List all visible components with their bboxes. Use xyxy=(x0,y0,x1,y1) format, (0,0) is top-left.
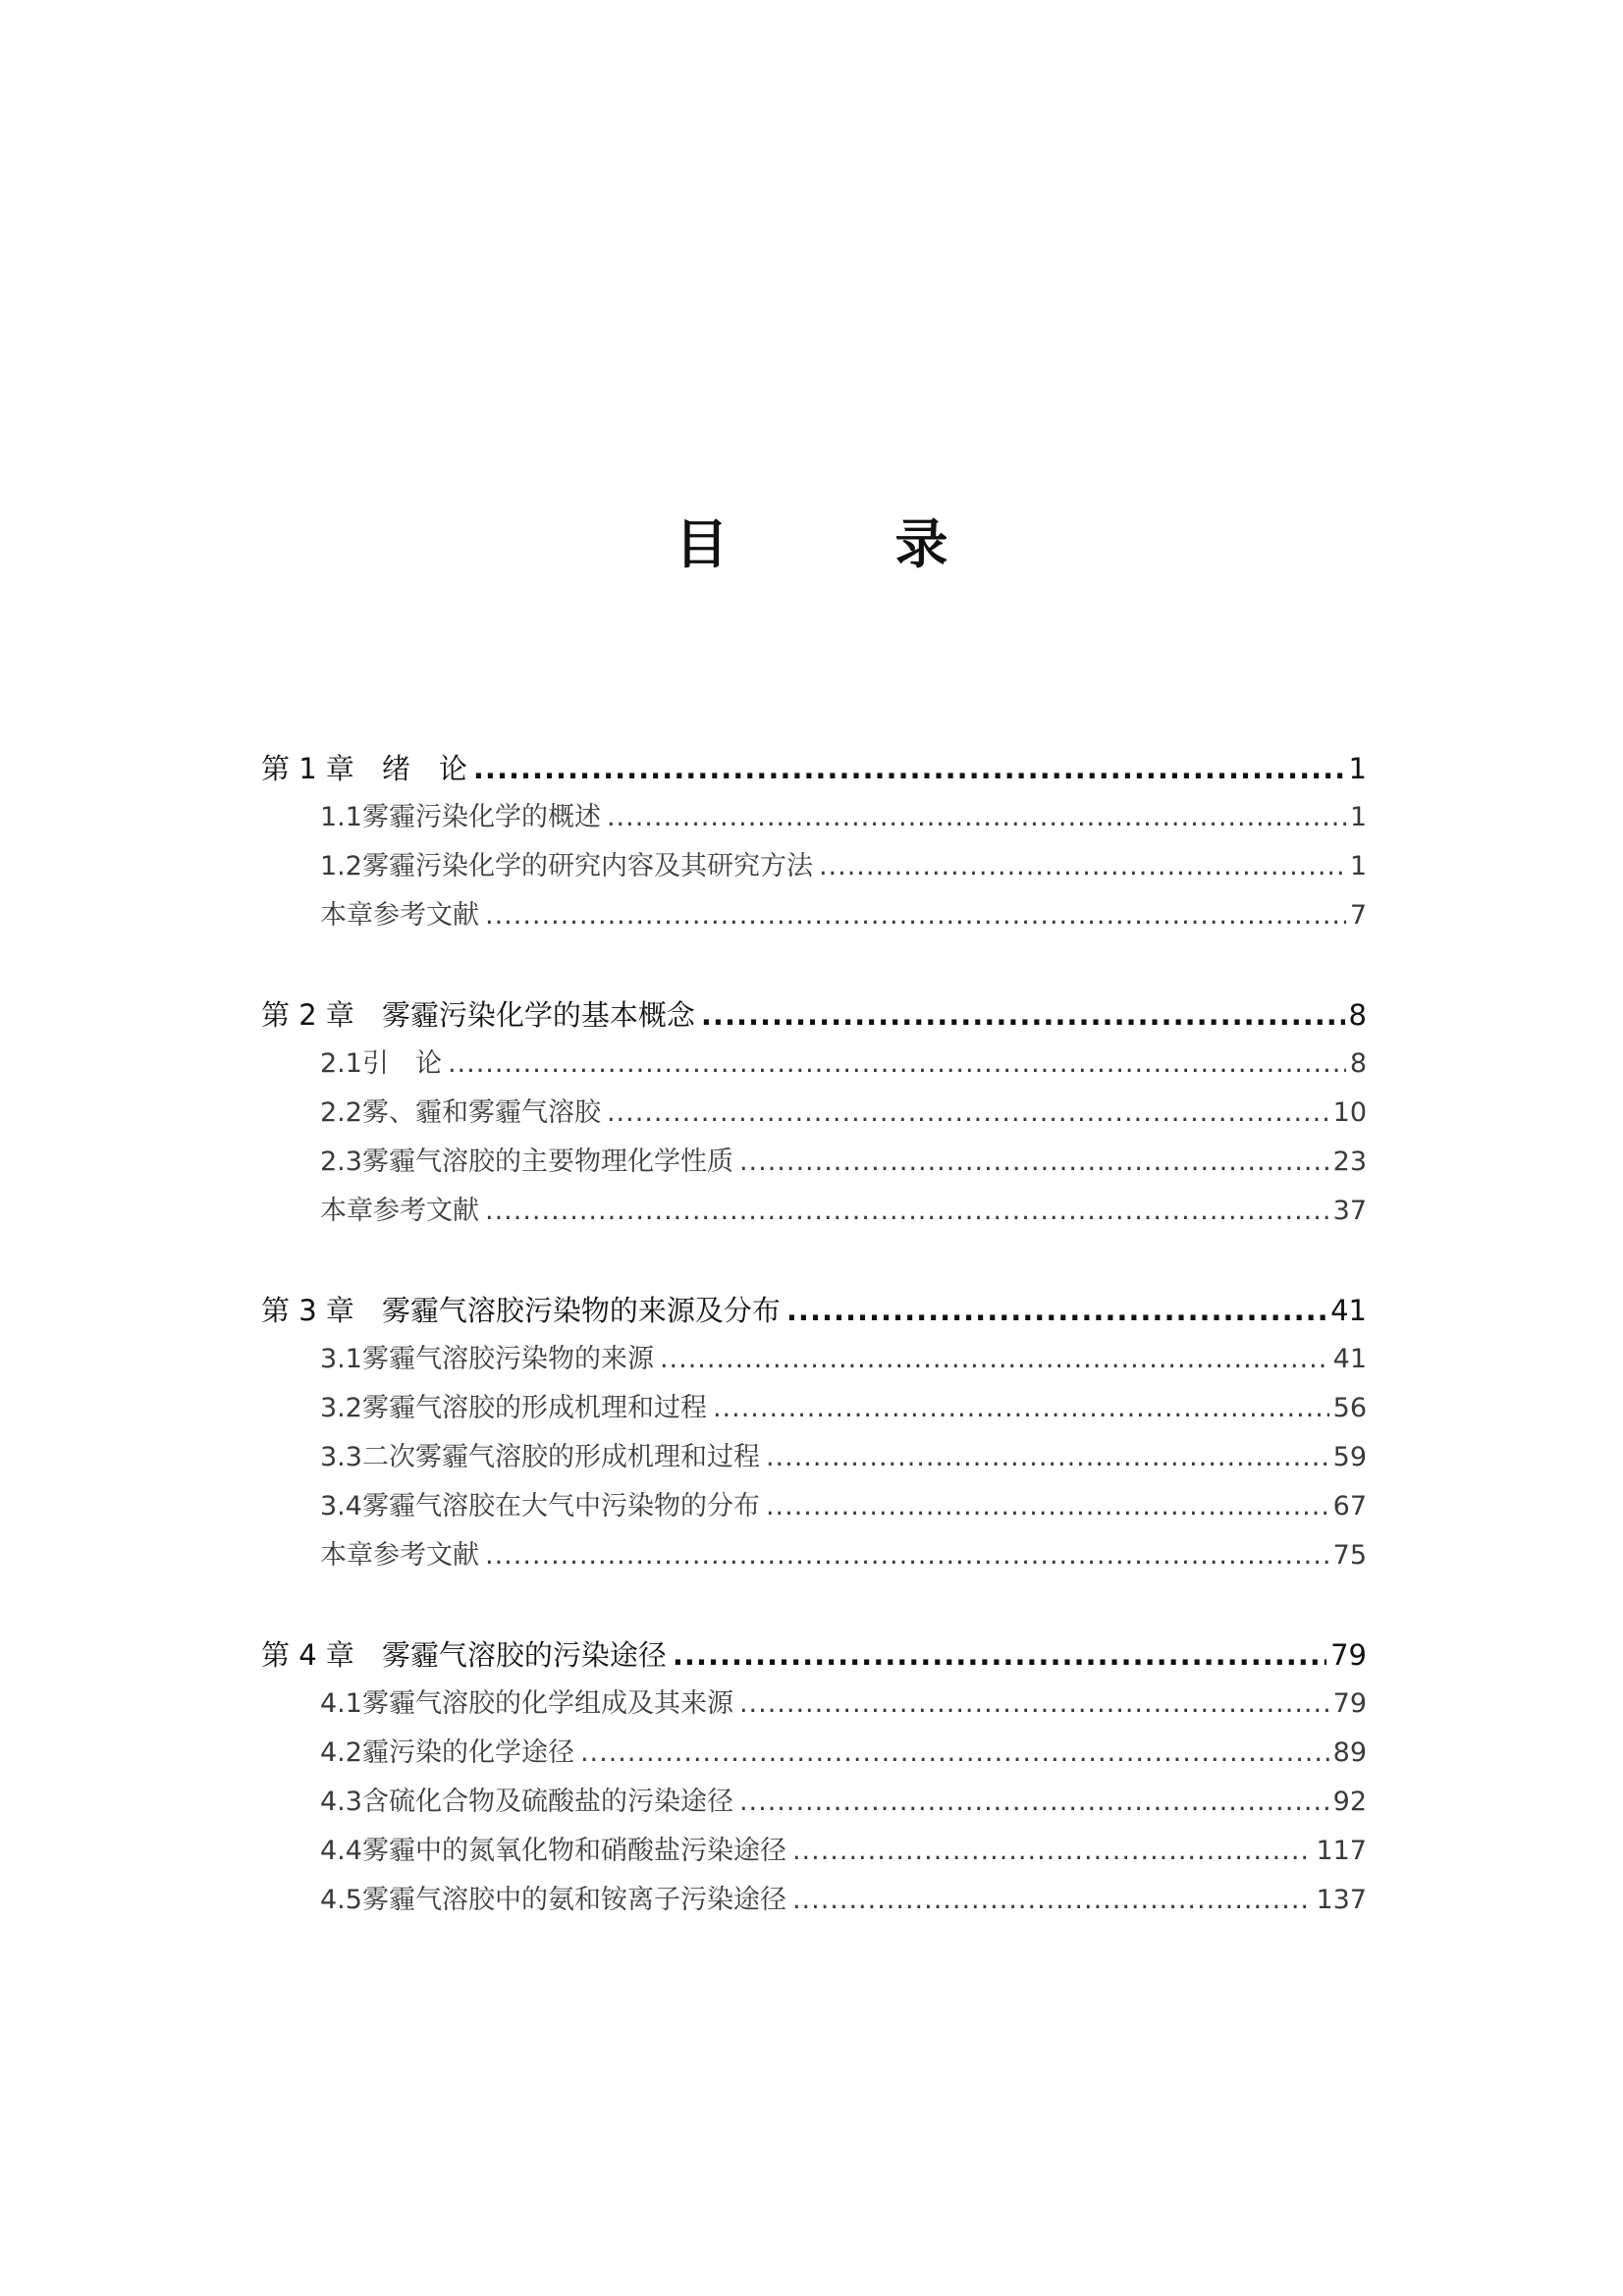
section-number: 4.5 xyxy=(320,1885,362,1915)
dot-leader xyxy=(766,1482,1329,1531)
page-number: 67 xyxy=(1332,1491,1367,1522)
page-number: 41 xyxy=(1330,1294,1367,1327)
page-number: 23 xyxy=(1332,1147,1367,1177)
section-number: 4.1 xyxy=(320,1688,362,1719)
page-number: 8 xyxy=(1349,1048,1367,1079)
section-title: 霾污染的化学途径 xyxy=(361,1737,574,1768)
toc-entry-section[interactable] xyxy=(261,1138,1367,1187)
page-number: 1 xyxy=(1348,752,1367,785)
chapter-title: 雾霾污染化学的基本概念 xyxy=(381,998,695,1032)
page-title: 目 录 xyxy=(675,512,1005,575)
dot-leader xyxy=(786,1286,1326,1335)
chapter-number: 第 3 章 xyxy=(261,1294,354,1327)
dot-leader xyxy=(673,1630,1326,1680)
toc-entry-chapter-1[interactable] xyxy=(261,744,1367,793)
page-number: 10 xyxy=(1332,1097,1367,1128)
section-title: 雾霾中的氮氧化物和硝酸盐污染途径 xyxy=(361,1836,786,1866)
chapter-title: 雾霾气溶胶的污染途径 xyxy=(381,1638,667,1672)
section-title: 引 论 xyxy=(361,1048,442,1079)
dot-leader xyxy=(448,1040,1346,1089)
page-number: 79 xyxy=(1330,1638,1367,1672)
chapter-number: 第 1 章 xyxy=(261,752,354,785)
toc-entry-section[interactable] xyxy=(261,1089,1367,1138)
page-number: 1 xyxy=(1349,851,1367,881)
toc-entry-section[interactable] xyxy=(261,1729,1367,1778)
chapter-2 xyxy=(261,990,1367,1236)
page-number: 41 xyxy=(1332,1344,1367,1374)
toc-entry-section[interactable] xyxy=(261,1433,1367,1482)
dot-leader xyxy=(792,1827,1313,1876)
section-number: 1.1 xyxy=(320,802,362,832)
section-number: 4.3 xyxy=(320,1787,362,1817)
section-title: 本章参考文献 xyxy=(320,1196,479,1226)
section-title: 本章参考文献 xyxy=(320,1540,479,1571)
toc-entry-section[interactable] xyxy=(261,1040,1367,1089)
section-title: 雾霾气溶胶在大气中污染物的分布 xyxy=(361,1491,760,1522)
page-number: 79 xyxy=(1332,1688,1367,1719)
section-title: 本章参考文献 xyxy=(320,900,479,931)
section-title: 雾霾气溶胶中的氨和铵离子污染途径 xyxy=(361,1885,786,1915)
section-number: 3.2 xyxy=(320,1393,362,1423)
dot-leader xyxy=(739,1138,1329,1187)
section-number: 2.2 xyxy=(320,1097,362,1128)
toc-entry-references[interactable] xyxy=(261,1187,1367,1236)
section-number: 3.4 xyxy=(320,1491,362,1522)
toc-entry-chapter-4[interactable] xyxy=(261,1630,1367,1680)
page-number: 7 xyxy=(1349,900,1367,931)
toc-entry-section[interactable] xyxy=(261,1778,1367,1827)
chapter-3 xyxy=(261,1286,1367,1580)
dot-leader xyxy=(739,1778,1329,1827)
toc-entry-section[interactable] xyxy=(261,1482,1367,1531)
section-title: 雾霾气溶胶的主要物理化学性质 xyxy=(361,1147,733,1177)
toc-entry-section[interactable] xyxy=(261,1827,1367,1876)
page-number: 59 xyxy=(1332,1442,1367,1472)
chapter-title: 雾霾气溶胶污染物的来源及分布 xyxy=(381,1294,781,1327)
section-number: 2.3 xyxy=(320,1147,362,1177)
toc-entry-section[interactable] xyxy=(261,1680,1367,1729)
dot-leader xyxy=(819,842,1346,891)
section-number: 2.1 xyxy=(320,1048,362,1079)
toc-entry-section[interactable] xyxy=(261,1335,1367,1384)
section-number: 3.1 xyxy=(320,1344,362,1374)
chapter-number: 第 4 章 xyxy=(261,1638,354,1672)
dot-leader xyxy=(713,1384,1329,1433)
chapter-4 xyxy=(261,1630,1367,1925)
chapter-number: 第 2 章 xyxy=(261,998,354,1032)
page-number: 137 xyxy=(1316,1885,1367,1915)
page-number: 56 xyxy=(1332,1393,1367,1423)
toc-entry-section[interactable] xyxy=(261,793,1367,842)
toc-entry-section[interactable] xyxy=(261,1876,1367,1925)
section-title: 二次雾霾气溶胶的形成机理和过程 xyxy=(361,1442,760,1472)
toc-entry-references[interactable] xyxy=(261,891,1367,940)
section-number: 3.3 xyxy=(320,1442,362,1472)
dot-leader xyxy=(701,990,1345,1040)
section-title: 雾霾污染化学的研究内容及其研究方法 xyxy=(361,851,813,881)
page-number: 92 xyxy=(1332,1787,1367,1817)
dot-leader xyxy=(485,1531,1329,1580)
section-number: 4.2 xyxy=(320,1737,362,1768)
chapter-1 xyxy=(261,744,1367,940)
dot-leader xyxy=(660,1335,1329,1384)
dot-leader xyxy=(580,1729,1329,1778)
section-title: 雾霾气溶胶的形成机理和过程 xyxy=(361,1393,707,1423)
dot-leader xyxy=(485,1187,1329,1236)
toc-entry-section[interactable] xyxy=(261,842,1367,891)
page-number: 75 xyxy=(1332,1540,1367,1571)
page-number: 89 xyxy=(1332,1737,1367,1768)
section-number: 4.4 xyxy=(320,1836,362,1866)
section-title: 雾霾气溶胶污染物的来源 xyxy=(361,1344,654,1374)
dot-leader xyxy=(792,1876,1313,1925)
dot-leader xyxy=(739,1680,1329,1729)
section-title: 雾霾污染化学的概述 xyxy=(361,802,601,832)
page-number: 37 xyxy=(1332,1196,1367,1226)
page-number: 117 xyxy=(1316,1836,1367,1866)
dot-leader xyxy=(607,793,1346,842)
dot-leader xyxy=(485,891,1346,940)
dot-leader xyxy=(473,744,1345,793)
section-number: 1.2 xyxy=(320,851,362,881)
section-title: 含硫化合物及硫酸盐的污染途径 xyxy=(361,1787,733,1817)
page-number: 1 xyxy=(1349,802,1367,832)
toc-entry-section[interactable] xyxy=(261,1384,1367,1433)
toc-entry-chapter-3[interactable] xyxy=(261,1286,1367,1335)
dot-leader xyxy=(766,1433,1329,1482)
chapter-title: 绪 论 xyxy=(381,752,467,785)
page-number: 8 xyxy=(1348,998,1367,1032)
toc-entry-references[interactable] xyxy=(261,1531,1367,1580)
section-title: 雾霾气溶胶的化学组成及其来源 xyxy=(361,1688,733,1719)
dot-leader xyxy=(607,1089,1329,1138)
table-of-contents xyxy=(261,744,1367,1975)
section-title: 雾、霾和雾霾气溶胶 xyxy=(361,1097,601,1128)
toc-entry-chapter-2[interactable] xyxy=(261,990,1367,1040)
